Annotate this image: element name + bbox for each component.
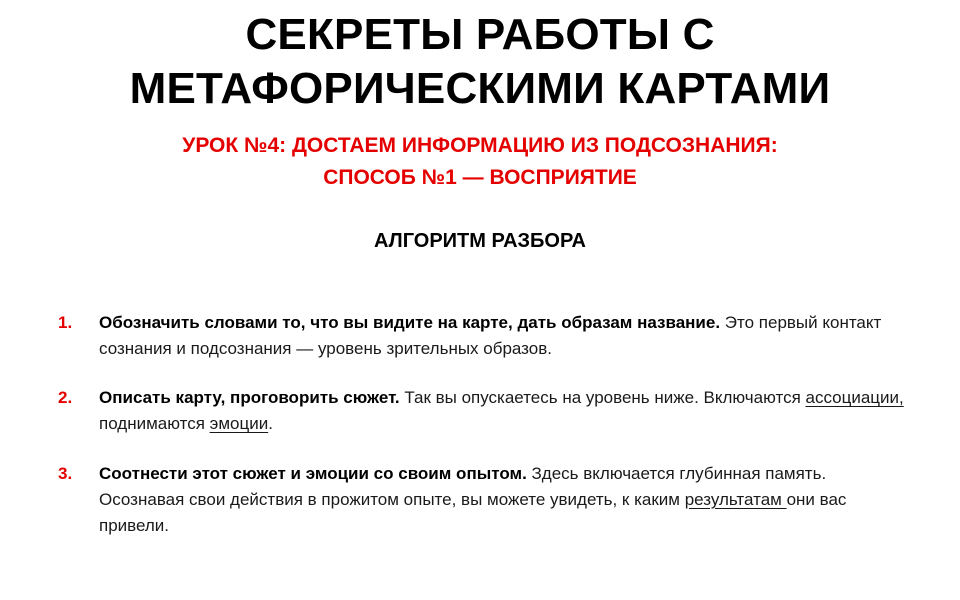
results-link[interactable]: результатам xyxy=(684,490,787,509)
associations-link[interactable]: ассоциации, xyxy=(805,388,904,407)
title-line-1: СЕКРЕТЫ РАБОТЫ С xyxy=(245,10,715,59)
step-text: . xyxy=(268,414,273,433)
step-text: Это первый контакт сознания и подсознания — уровень зрительных образов. xyxy=(99,313,882,358)
step-text: они вас привели. xyxy=(99,490,847,535)
step-text: поднимаются xyxy=(99,414,210,433)
step-number: 2. xyxy=(58,388,73,407)
step-bold-text: Обозначить словами то, что вы видите на карте, дать образам название. xyxy=(99,313,721,332)
step-text: Так вы опускаетесь на уровень ниже. Включаются xyxy=(399,388,806,407)
step-body xyxy=(99,461,908,539)
lesson-subtitle xyxy=(0,130,960,194)
step-body xyxy=(99,310,908,362)
step-number: 1. xyxy=(58,313,73,332)
step-bold-text: Соотнести этот сюжет и эмоции со своим опытом. xyxy=(99,464,527,483)
subtitle-line-2: СПОСОБ №1 — ВОСПРИЯТИЕ xyxy=(323,166,637,189)
step-bold-text: Описать карту, проговорить сюжет. xyxy=(99,388,400,407)
list-item-step-1 xyxy=(58,310,908,362)
step-number: 3. xyxy=(58,464,73,483)
section-heading: АЛГОРИТМ РАЗБОРА xyxy=(373,230,586,252)
list-item-step-2 xyxy=(58,385,908,437)
list-item-step-3 xyxy=(58,461,908,539)
emotions-link[interactable]: эмоции xyxy=(209,414,269,433)
page-title xyxy=(0,8,960,116)
subtitle-line-1: УРОК №4: ДОСТАЕМ ИНФОРМАЦИЮ ИЗ ПОДСОЗНАНИЯ: xyxy=(182,134,778,157)
step-body xyxy=(99,385,908,437)
step-text: Здесь включается глубинная память. Осознавая свои действия в прожитом опыте, вы можете увидеть, к каким xyxy=(99,464,827,509)
title-line-2: МЕТАФОРИЧЕСКИМИ КАРТАМИ xyxy=(129,64,831,113)
